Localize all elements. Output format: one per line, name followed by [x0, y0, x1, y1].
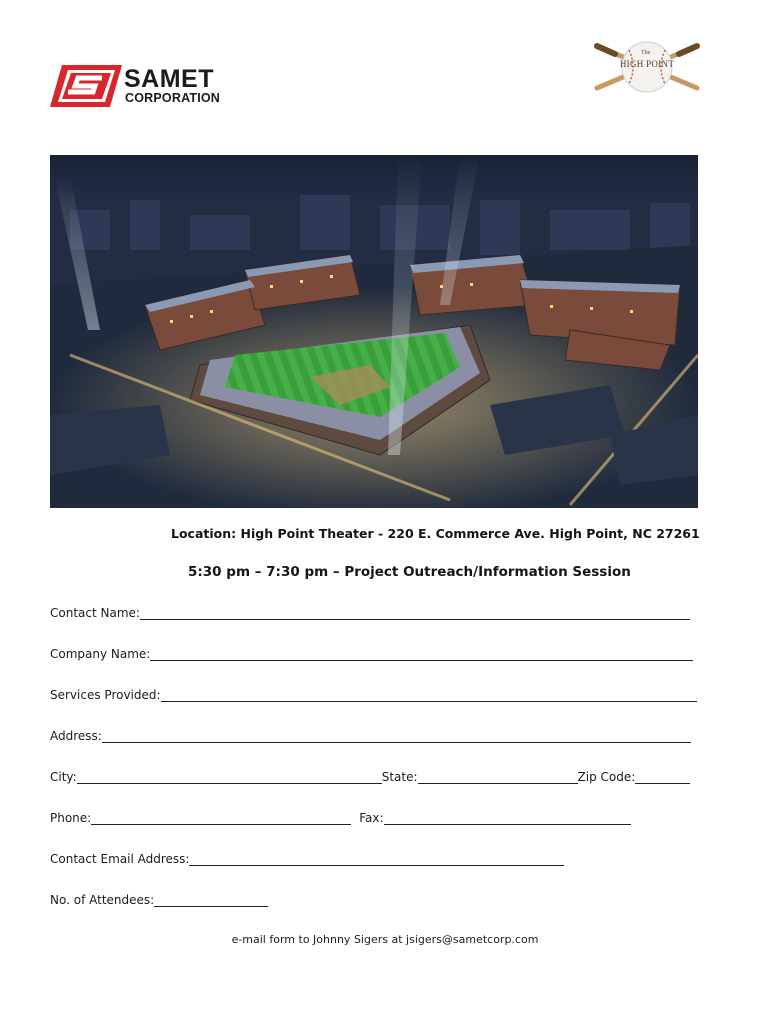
services-row	[50, 682, 697, 702]
services-label: Services Provided:	[50, 688, 161, 702]
city-field[interactable]	[77, 769, 382, 784]
phone-label: Phone:	[50, 811, 92, 825]
samet-wordmark: SAMET	[124, 65, 214, 93]
high-point-logo-text: HIGH POINT	[619, 59, 675, 69]
company-name-label: Company Name:	[50, 647, 151, 661]
city-label: City:	[50, 770, 77, 784]
fax-field[interactable]	[384, 810, 631, 825]
email-instructions-footer: e-mail form to Johnny Sigers at jsigers@sametcorp.com	[231, 933, 539, 946]
samet-wordmark-sub: CORPORATION	[125, 91, 221, 105]
stadium-rendering-image	[50, 155, 698, 508]
company-name-field[interactable]	[150, 646, 693, 661]
phone-fax-row	[50, 805, 631, 825]
address-row	[50, 723, 691, 743]
attendees-label: No. of Attendees:	[50, 893, 155, 907]
high-point-logo	[593, 40, 701, 94]
company-name-row	[50, 641, 693, 661]
contact-name-row	[50, 600, 690, 620]
zip-label: Zip Code:	[577, 770, 636, 784]
location-heading: Location: High Point Theater - 220 E. Commerce Ave. High Point, NC 27261	[171, 526, 700, 541]
services-field[interactable]	[161, 687, 697, 702]
email-label: Contact Email Address:	[50, 852, 190, 866]
email-field[interactable]	[189, 851, 564, 866]
samet-s-mark-icon	[50, 65, 122, 107]
state-label: State:	[381, 770, 418, 784]
phone-field[interactable]	[91, 810, 351, 825]
fax-label: Fax:	[359, 811, 384, 825]
high-point-logo-the: The	[641, 50, 651, 56]
address-label: Address:	[50, 729, 102, 743]
email-row	[50, 846, 564, 866]
state-field[interactable]	[418, 769, 578, 784]
contact-name-label: Contact Name:	[50, 606, 140, 620]
attendees-field[interactable]	[154, 892, 268, 907]
zip-field[interactable]	[635, 769, 690, 784]
samet-logo	[50, 64, 250, 108]
address-field[interactable]	[102, 728, 691, 743]
session-time-heading: 5:30 pm – 7:30 pm – Project Outreach/Information Session	[188, 564, 631, 580]
city-state-zip-row	[50, 764, 690, 784]
contact-name-field[interactable]	[140, 605, 690, 620]
attendees-row	[50, 887, 268, 907]
